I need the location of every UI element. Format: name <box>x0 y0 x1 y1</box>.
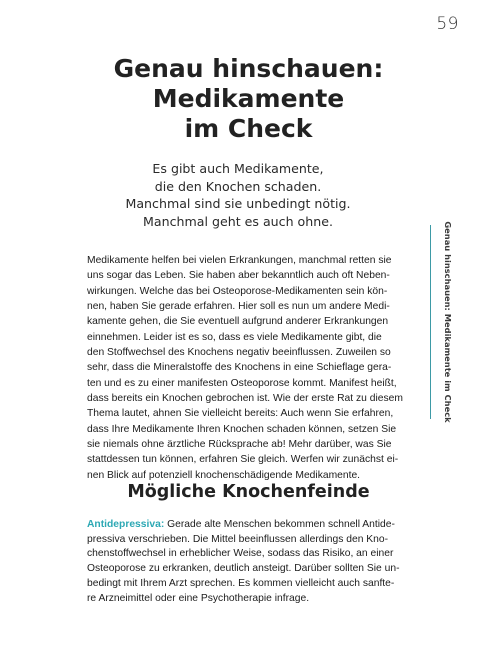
feinde-line: Osteoporose zu erkranken, deutlich ansteigt. Darüber sollten Sie un- <box>87 563 400 575</box>
feinde-line: chenstoffwechsel in erheblicher Weise, sodass das Risiko, an einer <box>87 548 394 560</box>
intro-subtitle <box>0 160 476 230</box>
feinde-line: pressiva verschrieben. Die Mittel beeinflussen allerdings den Kno- <box>87 533 389 545</box>
feinde-line: bedingt mit Ihrem Arzt sprechen. Es kommen vielleicht auch sanfte- <box>87 577 395 589</box>
body-line: nen Blick auf potenziell knochenschädigende Medikamente. <box>87 469 361 481</box>
body-line: kamente gehen, die Sie eventuell aufgrund anderer Erkrankungen <box>87 316 389 328</box>
title-line: Medikamente <box>152 84 345 113</box>
body-line: ten und es zu einer manifesten Osteoporose kommt. Manifest heißt, <box>87 377 397 389</box>
subtitle-line: Manchmal sind sie unbedingt nötig. <box>125 196 351 212</box>
subtitle-line: Es gibt auch Medikamente, <box>152 161 324 176</box>
body-line: den Stoffwechsel des Knochens negativ beeinflussen. Zuweilen so <box>87 347 391 359</box>
feinde-line-rest: Gerade alte Menschen bekommen schnell Antide- <box>164 519 395 530</box>
body-line: sehr, dass die Mineralstoffe des Knochens in eine Schieflage gera- <box>87 362 392 374</box>
body-line: stattdessen tun können, erfahren Sie gleich. Werfen wir zunächst ei- <box>87 454 399 466</box>
body-line: dass Ihre Medikamente Ihren Knochen schaden können, setzen Sie <box>87 423 397 435</box>
title-line: Genau hinschauen: <box>113 54 384 83</box>
body-paragraph <box>87 253 407 483</box>
body-line: uns sogar das Leben. Sie haben aber bekanntlich auch oft Neben- <box>87 270 390 282</box>
body-line: sie niemals ohne ärztliche Rücksprache ab! Mehr darüber, was Sie <box>87 439 392 451</box>
side-divider <box>430 225 431 419</box>
body-line: einnehmen. Leider ist es so, dass es viele Medikamente gibt, die <box>87 331 382 343</box>
body-line: dass bereits ein Knochen gebrochen ist. Wie der erste Rat zu diesem <box>87 393 403 405</box>
feinde-line: re Arzneimittel oder eine Psychotherapie infrage. <box>87 592 310 604</box>
page-title <box>0 54 497 144</box>
body-line: Thema lautet, ahnen Sie vielleicht bereits: Auch wenn Sie erfahren, <box>87 408 394 420</box>
drug-class-term: Antidepressiva: <box>87 519 165 530</box>
body-line: wirkungen. Welche das bei Osteoporose-Medikamenten sein kön- <box>87 285 388 297</box>
section-heading: Mögliche Knochenfeinde <box>127 482 370 502</box>
knochenfeinde-paragraph <box>87 518 407 606</box>
body-line: nen, haben Sie gerade erfahren. Hier soll es nun um andere Medi- <box>87 301 390 313</box>
feinde-first-line <box>87 518 407 533</box>
subtitle-line: die den Knochen schaden. <box>154 178 322 194</box>
title-line: im Check <box>184 114 313 143</box>
page-number: 59 <box>436 14 459 34</box>
running-section-label: Genau hinschauen: Medikamente im Check <box>443 221 453 423</box>
subtitle-line: Manchmal geht es auch ohne. <box>143 213 333 229</box>
body-line: Medikamente helfen bei vielen Erkrankungen, manchmal retten sie <box>87 255 392 266</box>
